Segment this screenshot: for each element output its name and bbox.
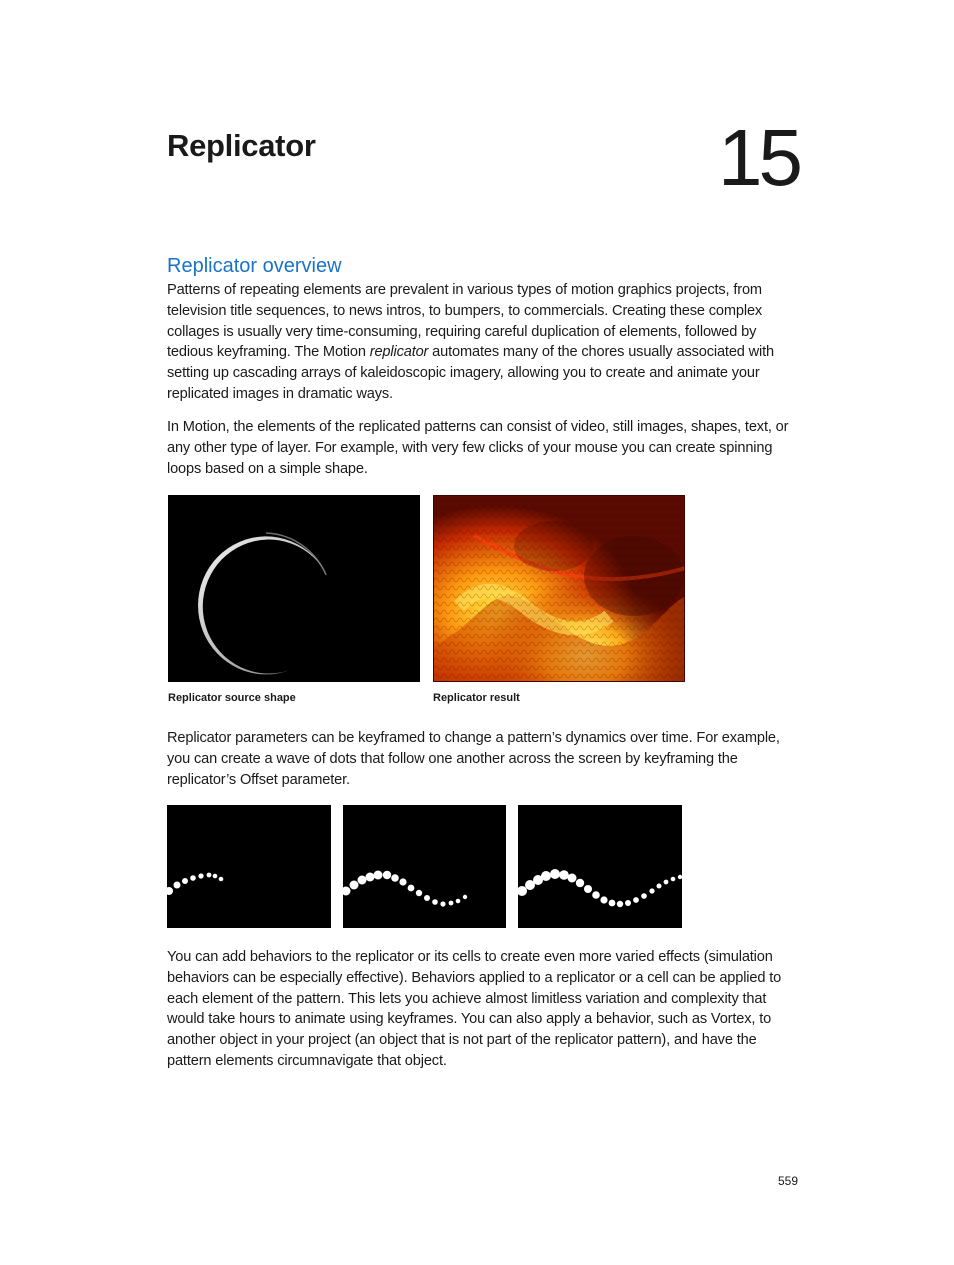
replicator-term: replicator bbox=[369, 344, 429, 361]
dot-wave-2 bbox=[343, 805, 506, 928]
paragraph-behaviors: You can add behaviors to the replicator or its cells to create even more varied effects (simulation behaviors can be especially effective). Behaviors applied to a replicator or a cell can be applied to each element of the pattern. This lets you achieve almost limitless variation and complexity that would take hours to animate using keyframes. You can also apply a behavior, such as Vortex, to another object in your project (an object that is not part of the replicator pattern), and have the pattern elements circumnavigate that object. bbox=[167, 949, 782, 1069]
paragraph-keyframing: Replicator parameters can be keyframed to change a pattern’s dynamics over time. For example, you can create a wave of dots that follow one another across the screen by keyframing the replicator’s Offset parameter. bbox=[167, 730, 780, 788]
source-shape-caption: Replicator source shape bbox=[168, 692, 296, 704]
paragraph-elements: In Motion, the elements of the replicated patterns can consist of video, still images, shapes, text, or any other type of layer. For example, with very few clicks of your mouse you can create spinning loops based on a simple shape. bbox=[167, 419, 789, 477]
chapter-title: Replicator bbox=[167, 128, 316, 163]
paragraph-intro: Patterns of repeating elements are prevalent in various types of motion graphics projects, from television title sequences, to news intros, to bumpers, to commercials. Creating these complex collages is usually very time-consuming, requiring careful duplication of elements, followed by tedious keyframing. The Motion replicator automates many of the chores usually associated with setting up cascading arrays of kaleidoscopic imagery, allowing you to create and animate your replicated images in dramatic ways. bbox=[167, 282, 775, 402]
section-heading: Replicator overview bbox=[167, 255, 342, 277]
dot-wave-frame-2 bbox=[343, 805, 506, 928]
dot-wave-3 bbox=[518, 805, 682, 928]
replicator-result-image bbox=[433, 495, 685, 682]
dot-wave-1 bbox=[167, 805, 331, 928]
source-shape-image bbox=[168, 495, 420, 682]
page-number: 559 bbox=[777, 1174, 798, 1188]
chapter-number: 15 bbox=[718, 113, 799, 202]
dot-wave-frame-3 bbox=[518, 805, 682, 928]
replicator-result-caption: Replicator result bbox=[433, 692, 520, 704]
dot-wave-frame-1 bbox=[167, 805, 331, 928]
